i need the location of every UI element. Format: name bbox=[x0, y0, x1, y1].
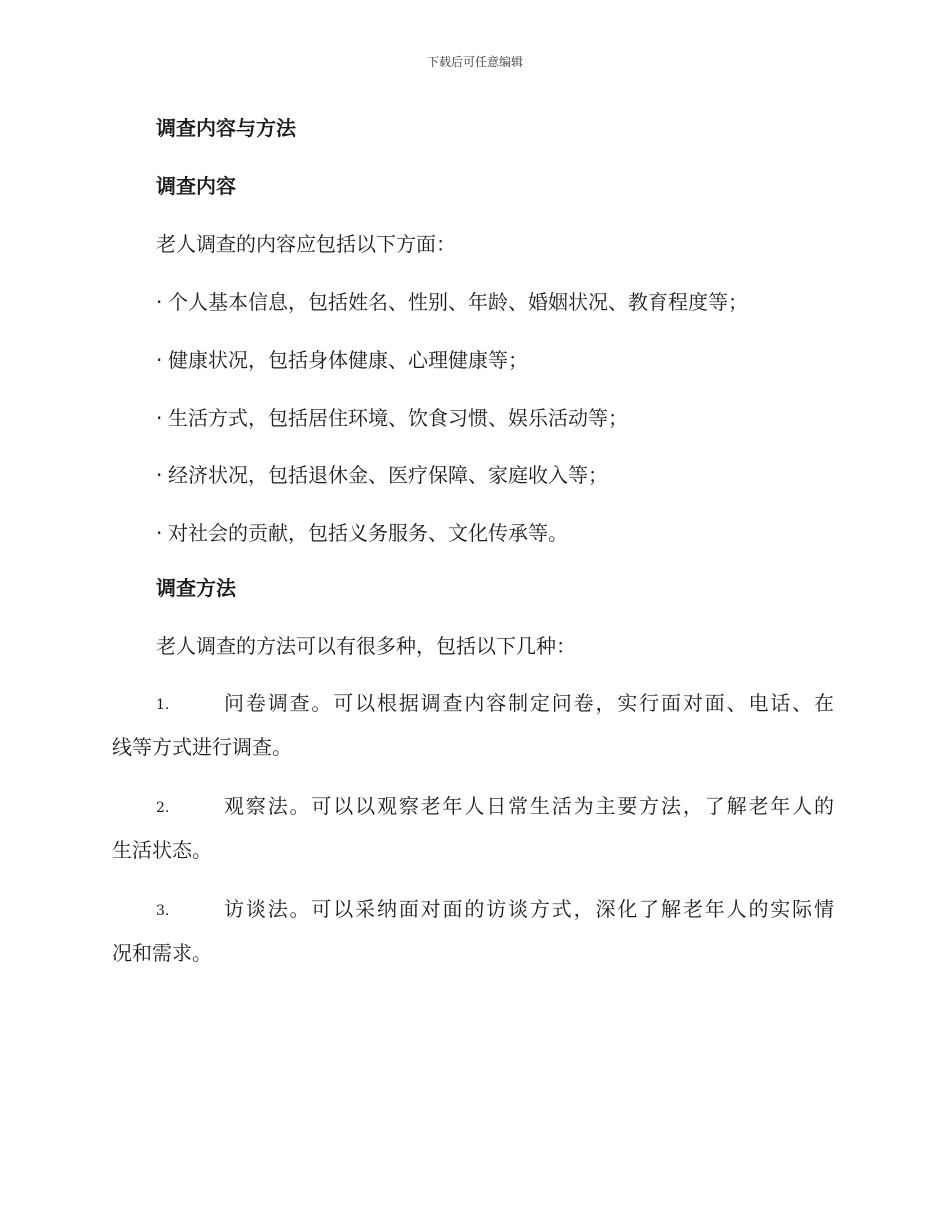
numbered-item bbox=[112, 784, 834, 872]
section-heading-methods: 调查方法 bbox=[156, 576, 236, 600]
bullet-symbol: · bbox=[156, 521, 163, 545]
methods-intro: 老人调查的方法可以有很多种，包括以下几种： bbox=[156, 634, 576, 658]
bullet-symbol: · bbox=[156, 463, 163, 487]
bullet-item bbox=[156, 284, 748, 320]
numbered-item bbox=[112, 887, 834, 975]
bullet-text: 对社会的贡献，包括义务服务、文化传承等。 bbox=[168, 521, 568, 545]
bullet-symbol: · bbox=[156, 290, 163, 314]
bullet-text: 经济状况，包括退休金、医疗保障、家庭收入等； bbox=[168, 463, 608, 487]
item-number: 3. bbox=[156, 903, 170, 919]
item-text-line1: 问卷调查。可以根据调查内容制定问卷，实行面对面、电话、在 bbox=[224, 691, 834, 715]
document-title: 调查内容与方法 bbox=[156, 116, 296, 140]
item-number: 1. bbox=[156, 697, 170, 713]
bullet-text: 生活方式，包括居住环境、饮食习惯、娱乐活动等； bbox=[168, 406, 628, 430]
bullet-item bbox=[156, 400, 628, 436]
item-text-line1: 观察法。可以以观察老年人日常生活为主要方法，了解老年人的 bbox=[224, 794, 834, 818]
content-intro: 老人调查的内容应包括以下方面： bbox=[156, 232, 456, 256]
item-text-line1: 访谈法。可以采纳面对面的访谈方式，深化了解老年人的实际情 bbox=[224, 897, 834, 921]
bullet-symbol: · bbox=[156, 348, 163, 372]
item-text-line2: 况和需求。 bbox=[112, 941, 212, 965]
item-text-line2: 线等方式进行调查。 bbox=[112, 735, 292, 759]
bullet-item bbox=[156, 342, 528, 378]
page-header-note: 下载后可任意编辑 bbox=[426, 55, 523, 69]
bullet-text: 健康状况，包括身体健康、心理健康等； bbox=[168, 348, 528, 372]
bullet-text: 个人基本信息，包括姓名、性别、年龄、婚姻状况、教育程度等； bbox=[168, 290, 748, 314]
section-heading-content: 调查内容 bbox=[156, 174, 236, 198]
bullet-item bbox=[156, 515, 568, 551]
item-number: 2. bbox=[156, 800, 170, 816]
item-text-line2: 生活状态。 bbox=[112, 838, 212, 862]
numbered-item bbox=[112, 681, 834, 769]
bullet-symbol: · bbox=[156, 406, 163, 430]
bullet-item bbox=[156, 457, 608, 493]
